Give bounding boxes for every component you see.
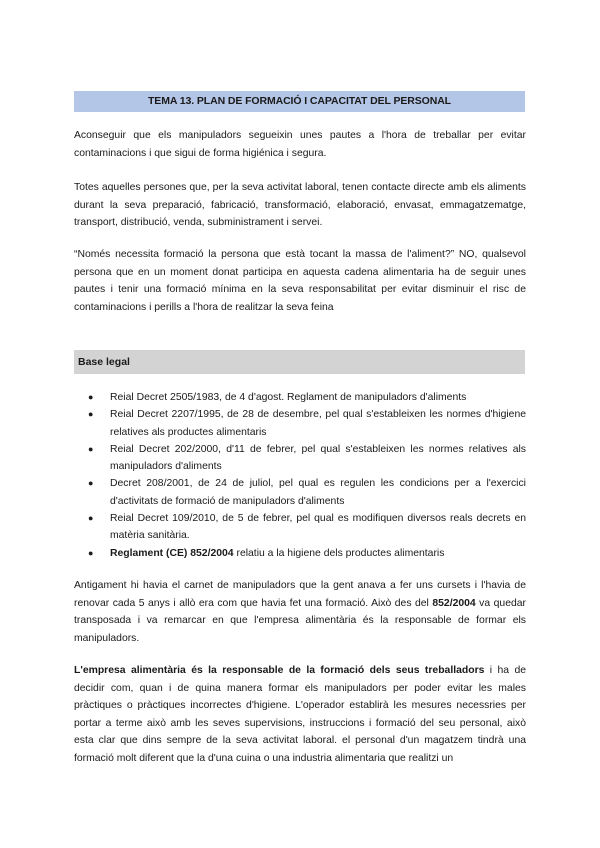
bullet-icon: ● (88, 443, 94, 454)
bullet-icon: ● (88, 478, 94, 489)
legal-list-item: ● Reial Decret 109/2010, de 5 de febrer, pel qual es modifiquen diversos reals decrets en matèria sanitària. (74, 510, 526, 545)
legal-list-item: ● Decret 208/2001, de 24 de juliol, pel qual es regulen les condicions per a l'exercici d'activitats de formació de manipuladors d'aliments (74, 475, 526, 510)
legal-list-item: ● Reial Decret 2505/1983, de 4 d'agost. Reglament de manipuladors d'aliments (74, 389, 526, 406)
legal-list-item: ● Reglament (CE) 852/2004 relatiu a la higiene dels productes alimentaris (74, 545, 526, 562)
section-heading-base-legal: Base legal (74, 350, 525, 374)
bullet-icon: ● (88, 392, 94, 402)
intro-paragraph-1: Aconseguir que els manipuladors segueixin unes pautes a l'hora de treballar per evitar contaminacions i que sigui de forma higiénica i segura. (74, 130, 526, 159)
legal-list-item: ● Reial Decret 2207/1995, de 28 de desembre, pel qual s'estableixen les normes d'higiene relatives als productes alimentaris (74, 406, 526, 441)
history-paragraph: Antigament hi havia el carnet de manipuladors que la gent anava a fer uns cursets i l'havia de renovar cada 5 anys i allò era com que havia fet una formació. Això des del 852/2004 va quedar transposada i va remarcar en que l'empresa alimentària és la responsable de formar els manipuladors. (74, 580, 526, 644)
intro-paragraph-3: “Només necessita formació la persona que està tocant la massa de l'aliment?” NO, qualsevol persona que en un moment donat participa en aquesta cadena alimentaria ha de seguir unes pautes i tenir una formació mínima en la seva responsabilitat per evitar disminuir el risc de contaminacions i perills a l'hora de realitzar la seva feina (74, 249, 526, 313)
bullet-icon: ● (88, 547, 94, 558)
bullet-icon: ● (88, 409, 94, 420)
intro-paragraph-2: Totes aquelles persones que, per la seva activitat laboral, tenen contacte directe amb els aliments durant la seva preparació, fabricació, transformació, elaboració, envasat, emmagatzematge, transport, distribució, venda, subministrament i servei. (74, 182, 526, 228)
responsibility-paragraph: L'empresa alimentària és la responsable de la formació dels seus treballadors i ha de decidir com, quan i de quina manera formar els manipuladors per poder evitar les males pràctiques o pràctiques incorrectes d'higiene. L'operador establirà les mesures necessries per portar a terme això amb les seves supervisions, instruccions i formació del seu personal, això esta clar que dins sempre de la seva activitat laboral. el personal d'un magatzem tindrà una formació molt diferent que la d'una cuina o una industria alimentaria que realitzi un (74, 665, 527, 764)
legal-list-item: ● Reial Decret 202/2000, d'11 de febrer, pel qual s'estableixen les normes relatives als manipuladors d'aliments (74, 441, 526, 476)
bullet-icon: ● (88, 513, 94, 524)
page-title: TEMA 13. PLAN DE FORMACIÓ I CAPACITAT DEL PERSONAL (74, 91, 525, 112)
legal-list (74, 389, 526, 562)
